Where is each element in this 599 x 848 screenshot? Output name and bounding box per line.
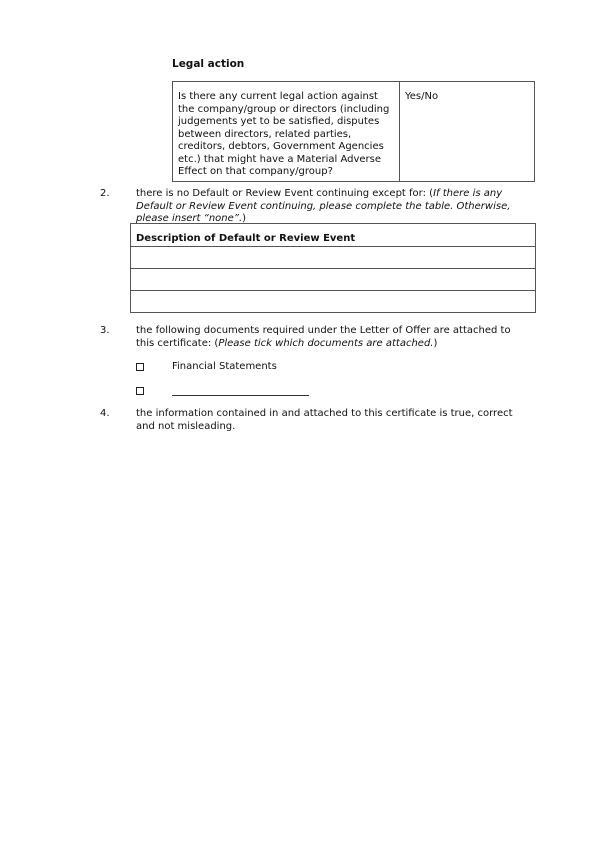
table-row <box>131 291 536 313</box>
item-4-text: the information contained in and attached to this certificate is true, correct and not misleading. <box>136 408 513 432</box>
other-document-blank-line[interactable] <box>172 395 309 396</box>
default-table-cell-2[interactable] <box>131 269 536 291</box>
financial-statements-checkbox[interactable] <box>136 363 144 371</box>
table-row <box>173 82 535 182</box>
legal-action-heading: Legal action <box>172 58 245 70</box>
table-header-row <box>131 224 536 247</box>
item-number-3: 3. <box>100 325 110 336</box>
item-3-text <box>136 325 531 350</box>
table-row <box>131 269 536 291</box>
financial-statements-label: Financial Statements <box>172 361 277 372</box>
item-number-2: 2. <box>100 188 110 199</box>
default-table-cell-1[interactable] <box>131 247 536 269</box>
default-table-header: Description of Default or Review Event <box>131 224 536 247</box>
item-2-main: there is no Default or Review Event continuing except for: ( <box>136 188 434 199</box>
item-2-text <box>136 188 531 226</box>
item-3-close: ) <box>433 337 438 349</box>
item-2-close: ) <box>242 213 247 224</box>
item-3-instruction: Please tick which documents are attached. <box>218 337 434 349</box>
item-2-instruction: If there is any Default or Review Event continuing, please complete the table. Otherwise, please insert “none”. <box>136 188 511 224</box>
other-document-checkbox[interactable] <box>136 387 144 395</box>
legal-action-table <box>172 81 535 182</box>
legal-action-answer[interactable]: Yes/No <box>400 82 535 182</box>
item-number-4: 4. <box>100 408 110 419</box>
item-3-main: the following documents required under the Letter of Offer are attached to this certificate: ( <box>136 325 511 349</box>
default-event-table <box>130 223 536 313</box>
default-table-cell-3[interactable] <box>131 291 536 313</box>
legal-action-question: Is there any current legal action against the company/group or directors (including judgements yet to be satisfied, disputes between directors, related parties, creditors, debtors, Government Agencies etc.) that might have a Material Adverse Effect on that company/group? <box>173 82 400 182</box>
table-row <box>131 247 536 269</box>
